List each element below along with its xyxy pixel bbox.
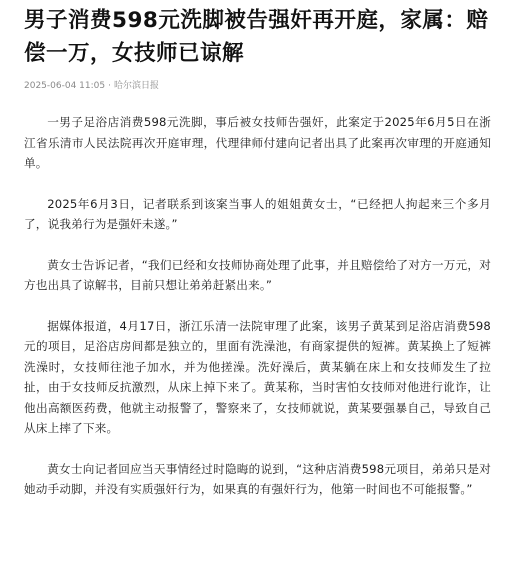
paragraph-1: 一男子足浴店消费598元洗脚，事后被女技师告强奸，此案定于2025年6月5日在浙江省乐清市人民法院再次开庭审理，代理律师付建向记者出具了此案再次审理的开庭通知单。 <box>24 115 491 170</box>
paragraph-4: 据媒体报道，4月17日，浙江乐清一法院审理了此案，该男子黄某到足浴店消费598元的项目，足浴店房间都是独立的，里面有洗澡池，有商家提供的短裤。黄某换上了短裤洗澡时，女技师往池子加水，并为他搓澡。洗好澡后，黄某躺在床上和女技师发生了拉扯，由于女技师反抗激烈，从床上掉下来了。黄某称，当时害怕女技师对他进行讹诈，让他出高额医药费，他就主动报警了，警察来了，女技师就说，黄某要强暴自己，导致自己从床上摔了下来。 <box>24 318 491 435</box>
article-body <box>24 112 491 500</box>
article-headline: 男子消费598元洗脚被告强奸再开庭，家属：赔偿一万，女技师已谅解 <box>24 8 489 66</box>
article-meta <box>24 80 491 92</box>
meta-separator: · <box>108 81 111 91</box>
source-name: 哈尔滨日报 <box>113 81 159 91</box>
paragraph-2: 2025年6月3日，记者联系到该案当事人的姐姐黄女士，“已经把人拘起来三个多月了，说我弟行为是强奸未遂。” <box>24 196 491 231</box>
publish-date: 2025-06-04 11:05 <box>24 81 106 91</box>
paragraph-3: 黄女士告诉记者，“我们已经和女技师协商处理了此事，并且赔偿给了对方一万元，对方也出具了谅解书，目前只想让弟弟赶紧出来。” <box>24 257 491 292</box>
paragraph-5: 黄女士向记者回应当天事情经过时隐晦的说到，“这种店消费598元项目，弟弟只是对她动手动脚，并没有实质强奸行为，如果真的有强奸行为，他第一时间也不可能报警。” <box>24 461 491 496</box>
